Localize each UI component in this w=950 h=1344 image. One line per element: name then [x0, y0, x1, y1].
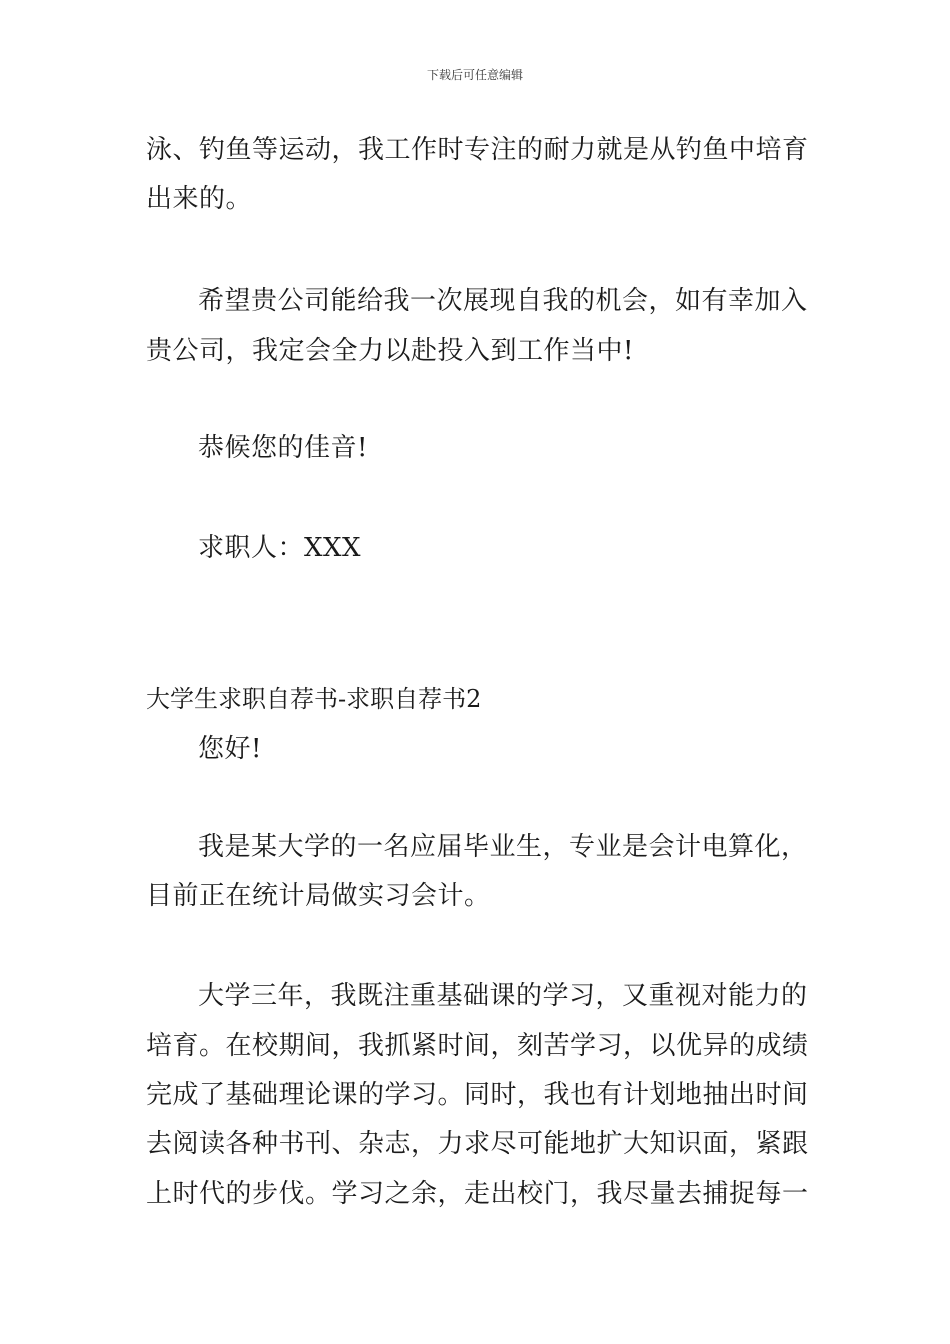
paragraph-line: 去阅读各种书刊、杂志，力求尽可能地扩大知识面，紧跟: [146, 1129, 809, 1159]
paragraph-line: 大学三年，我既注重基础课的学习，又重视对能力的: [198, 981, 808, 1011]
paragraph-line: 我是某大学的一名应届毕业生，专业是会计电算化，: [198, 832, 808, 862]
section-title: 大学生求职自荐书-求职自荐书2: [146, 685, 482, 713]
paragraph-line: 希望贵公司能给我一次展现自我的机会，如有幸加入: [198, 286, 808, 316]
signature-line: 求职人：XXX: [198, 533, 362, 563]
closing-line: 恭候您的佳音!: [198, 433, 368, 463]
paragraph-line: 泳、钓鱼等运动，我工作时专注的耐力就是从钓鱼中培育: [146, 135, 809, 165]
paragraph-line: 上时代的步伐。学习之余，走出校门，我尽量去捕捉每一: [146, 1179, 809, 1209]
paragraph-line: 贵公司，我定会全力以赴投入到工作当中!: [146, 336, 634, 366]
paragraph-line: 培育。在校期间，我抓紧时间，刻苦学习，以优异的成绩: [146, 1031, 809, 1061]
page-header: 下载后可任意编辑: [426, 68, 523, 82]
paragraph-line: 完成了基础理论课的学习。同时，我也有计划地抽出时间: [146, 1080, 809, 1110]
greeting-line: 您好!: [198, 734, 262, 764]
paragraph-line: 出来的。: [146, 184, 253, 214]
paragraph-line: 目前正在统计局做实习会计。: [146, 881, 491, 911]
